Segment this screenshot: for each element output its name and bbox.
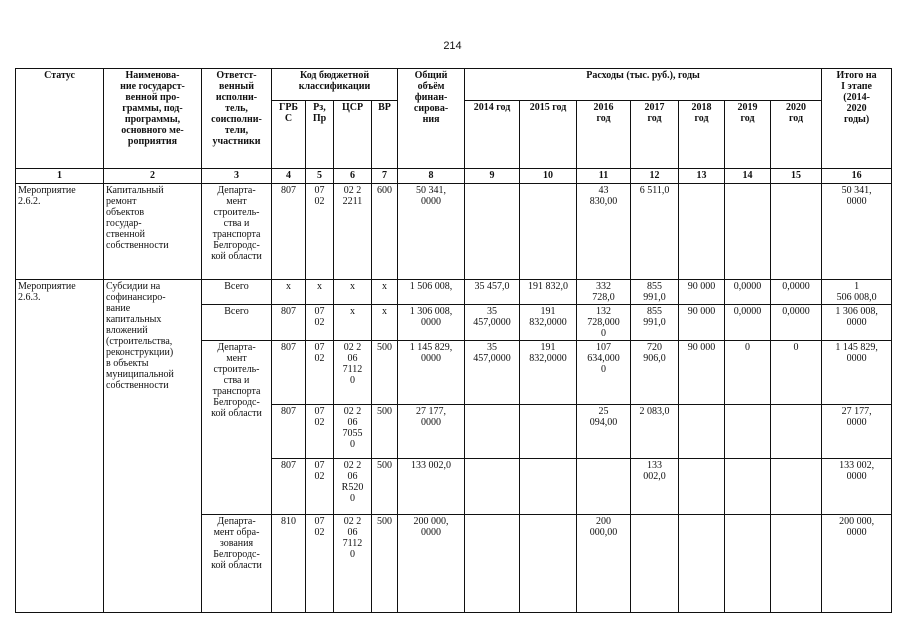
vr-cell: 600 bbox=[372, 184, 398, 280]
column-number: 14 bbox=[725, 169, 771, 184]
y2019-cell bbox=[725, 184, 771, 280]
y2017-cell: 855 991,0 bbox=[631, 280, 679, 305]
csr-cell: 02 2 06 7112 0 bbox=[334, 515, 372, 613]
y2016-cell: 132 728,000 0 bbox=[577, 305, 631, 341]
responsible-cell: Департа- мент строитель- ства и транспорта Белгородс- кой области bbox=[202, 184, 272, 280]
header-2017: 2017 год bbox=[631, 101, 679, 169]
vr-cell: 500 bbox=[372, 405, 398, 459]
y2020-cell: 0,0000 bbox=[771, 305, 822, 341]
y2017-cell: 720 906,0 bbox=[631, 341, 679, 405]
stage-total-cell: 50 341, 0000 bbox=[822, 184, 892, 280]
y2014-cell: 35 457,0000 bbox=[465, 305, 520, 341]
stage-total-cell: 1 506 008,0 bbox=[822, 280, 892, 305]
column-number: 5 bbox=[306, 169, 334, 184]
stage-total-cell: 1 145 829, 0000 bbox=[822, 341, 892, 405]
csr-cell: 02 2 06 7055 0 bbox=[334, 405, 372, 459]
grbs-cell: 807 bbox=[272, 184, 306, 280]
y2018-cell bbox=[679, 184, 725, 280]
y2014-cell bbox=[465, 184, 520, 280]
header-status: Статус bbox=[16, 69, 104, 169]
y2019-cell: 0 bbox=[725, 341, 771, 405]
header-name: Наименова- ние государст- венной про- граммы, под- программы, основного ме- роприятия bbox=[104, 69, 202, 169]
header-budget-code: Код бюджетной классификации bbox=[272, 69, 398, 101]
total-cell: 1 145 829, 0000 bbox=[398, 341, 465, 405]
y2018-cell bbox=[679, 405, 725, 459]
vr-cell: x bbox=[372, 305, 398, 341]
y2017-cell: 2 083,0 bbox=[631, 405, 679, 459]
responsible-cell: Департа- мент обра- зования Белгородс- кой области bbox=[202, 515, 272, 613]
csr-cell: x bbox=[334, 305, 372, 341]
grbs-cell: 807 bbox=[272, 305, 306, 341]
header-grbs: ГРБ С bbox=[272, 101, 306, 169]
rzpr-cell: 07 02 bbox=[306, 305, 334, 341]
column-number: 15 bbox=[771, 169, 822, 184]
y2018-cell: 90 000 bbox=[679, 305, 725, 341]
column-number: 11 bbox=[577, 169, 631, 184]
y2014-cell bbox=[465, 459, 520, 515]
total-cell: 1 306 008, 0000 bbox=[398, 305, 465, 341]
column-number: 10 bbox=[520, 169, 577, 184]
y2017-cell: 6 511,0 bbox=[631, 184, 679, 280]
column-number: 6 bbox=[334, 169, 372, 184]
y2016-cell: 43 830,00 bbox=[577, 184, 631, 280]
grbs-cell: 807 bbox=[272, 341, 306, 405]
total-cell: 1 506 008, bbox=[398, 280, 465, 305]
y2020-cell bbox=[771, 459, 822, 515]
grbs-cell: x bbox=[272, 280, 306, 305]
y2016-cell: 332 728,0 bbox=[577, 280, 631, 305]
header-rzpr: Рз, Пр bbox=[306, 101, 334, 169]
rzpr-cell: 07 02 bbox=[306, 405, 334, 459]
status-cell: Мероприятие 2.6.2. bbox=[16, 184, 104, 280]
grbs-cell: 807 bbox=[272, 405, 306, 459]
y2016-cell: 25 094,00 bbox=[577, 405, 631, 459]
y2015-cell bbox=[520, 184, 577, 280]
y2014-cell bbox=[465, 405, 520, 459]
name-cell: Субсидии на софинансиро- вание капитальных вложений (строительства, реконструкции) в объекты муниципальной собственности bbox=[104, 280, 202, 613]
y2015-cell: 191 832,0000 bbox=[520, 305, 577, 341]
y2014-cell bbox=[465, 515, 520, 613]
vr-cell: 500 bbox=[372, 459, 398, 515]
header-row-1 bbox=[16, 69, 892, 101]
y2015-cell bbox=[520, 515, 577, 613]
grbs-cell: 810 bbox=[272, 515, 306, 613]
responsible-cell: Всего bbox=[202, 305, 272, 341]
header-total-volume: Общий объём финан- сирова- ния bbox=[398, 69, 465, 169]
header-expenses: Расходы (тыс. руб.), годы bbox=[465, 69, 822, 101]
column-number-row bbox=[16, 169, 892, 184]
header-responsible: Ответст- венный исполни- тель, соисполни- тели, участники bbox=[202, 69, 272, 169]
column-number: 1 bbox=[16, 169, 104, 184]
y2014-cell: 35 457,0000 bbox=[465, 341, 520, 405]
stage-total-cell: 133 002, 0000 bbox=[822, 459, 892, 515]
csr-cell: 02 2 06 R520 0 bbox=[334, 459, 372, 515]
header-2019: 2019 год bbox=[725, 101, 771, 169]
header-2016: 2016 год bbox=[577, 101, 631, 169]
column-number: 13 bbox=[679, 169, 725, 184]
y2015-cell bbox=[520, 459, 577, 515]
rzpr-cell: 07 02 bbox=[306, 515, 334, 613]
y2018-cell: 90 000 bbox=[679, 280, 725, 305]
header-vr: ВР bbox=[372, 101, 398, 169]
y2018-cell bbox=[679, 515, 725, 613]
column-number: 7 bbox=[372, 169, 398, 184]
vr-cell: x bbox=[372, 280, 398, 305]
responsible-cell: Департа- мент строитель- ства и транспорта Белгородс- кой области bbox=[202, 341, 272, 515]
responsible-cell: Всего bbox=[202, 280, 272, 305]
y2019-cell bbox=[725, 515, 771, 613]
column-number: 12 bbox=[631, 169, 679, 184]
column-number: 9 bbox=[465, 169, 520, 184]
y2019-cell: 0,0000 bbox=[725, 305, 771, 341]
table-row bbox=[16, 184, 892, 280]
y2019-cell: 0,0000 bbox=[725, 280, 771, 305]
header-total-stage: Итого на I этапе (2014- 2020 годы) bbox=[822, 69, 892, 169]
header-2015: 2015 год bbox=[520, 101, 577, 169]
column-number: 3 bbox=[202, 169, 272, 184]
y2017-cell bbox=[631, 515, 679, 613]
y2020-cell bbox=[771, 184, 822, 280]
y2015-cell bbox=[520, 405, 577, 459]
y2020-cell bbox=[771, 515, 822, 613]
y2014-cell: 35 457,0 bbox=[465, 280, 520, 305]
page-number: 214 bbox=[443, 40, 462, 52]
vr-cell: 500 bbox=[372, 515, 398, 613]
table-row bbox=[16, 280, 892, 305]
column-number: 2 bbox=[104, 169, 202, 184]
y2020-cell: 0 bbox=[771, 341, 822, 405]
grbs-cell: 807 bbox=[272, 459, 306, 515]
header-2020: 2020 год bbox=[771, 101, 822, 169]
header-csr: ЦСР bbox=[334, 101, 372, 169]
header-2014: 2014 год bbox=[465, 101, 520, 169]
total-cell: 133 002,0 bbox=[398, 459, 465, 515]
y2016-cell bbox=[577, 459, 631, 515]
header-2018: 2018 год bbox=[679, 101, 725, 169]
name-cell: Капитальный ремонт объектов государ- ственной собственности bbox=[104, 184, 202, 280]
y2017-cell: 133 002,0 bbox=[631, 459, 679, 515]
column-number: 8 bbox=[398, 169, 465, 184]
column-number: 4 bbox=[272, 169, 306, 184]
total-cell: 50 341, 0000 bbox=[398, 184, 465, 280]
y2018-cell bbox=[679, 459, 725, 515]
rzpr-cell: 07 02 bbox=[306, 184, 334, 280]
y2016-cell: 107 634,000 0 bbox=[577, 341, 631, 405]
total-cell: 200 000, 0000 bbox=[398, 515, 465, 613]
csr-cell: 02 2 2211 bbox=[334, 184, 372, 280]
total-cell: 27 177, 0000 bbox=[398, 405, 465, 459]
vr-cell: 500 bbox=[372, 341, 398, 405]
y2020-cell: 0,0000 bbox=[771, 280, 822, 305]
rzpr-cell: x bbox=[306, 280, 334, 305]
rzpr-cell: 07 02 bbox=[306, 459, 334, 515]
y2019-cell bbox=[725, 459, 771, 515]
y2019-cell bbox=[725, 405, 771, 459]
y2016-cell: 200 000,00 bbox=[577, 515, 631, 613]
y2017-cell: 855 991,0 bbox=[631, 305, 679, 341]
budget-table bbox=[15, 68, 892, 613]
y2020-cell bbox=[771, 405, 822, 459]
rzpr-cell: 07 02 bbox=[306, 341, 334, 405]
stage-total-cell: 1 306 008, 0000 bbox=[822, 305, 892, 341]
csr-cell: 02 2 06 7112 0 bbox=[334, 341, 372, 405]
y2015-cell: 191 832,0 bbox=[520, 280, 577, 305]
y2015-cell: 191 832,0000 bbox=[520, 341, 577, 405]
column-number: 16 bbox=[822, 169, 892, 184]
status-cell: Мероприятие 2.6.3. bbox=[16, 280, 104, 613]
csr-cell: x bbox=[334, 280, 372, 305]
stage-total-cell: 200 000, 0000 bbox=[822, 515, 892, 613]
y2018-cell: 90 000 bbox=[679, 341, 725, 405]
stage-total-cell: 27 177, 0000 bbox=[822, 405, 892, 459]
